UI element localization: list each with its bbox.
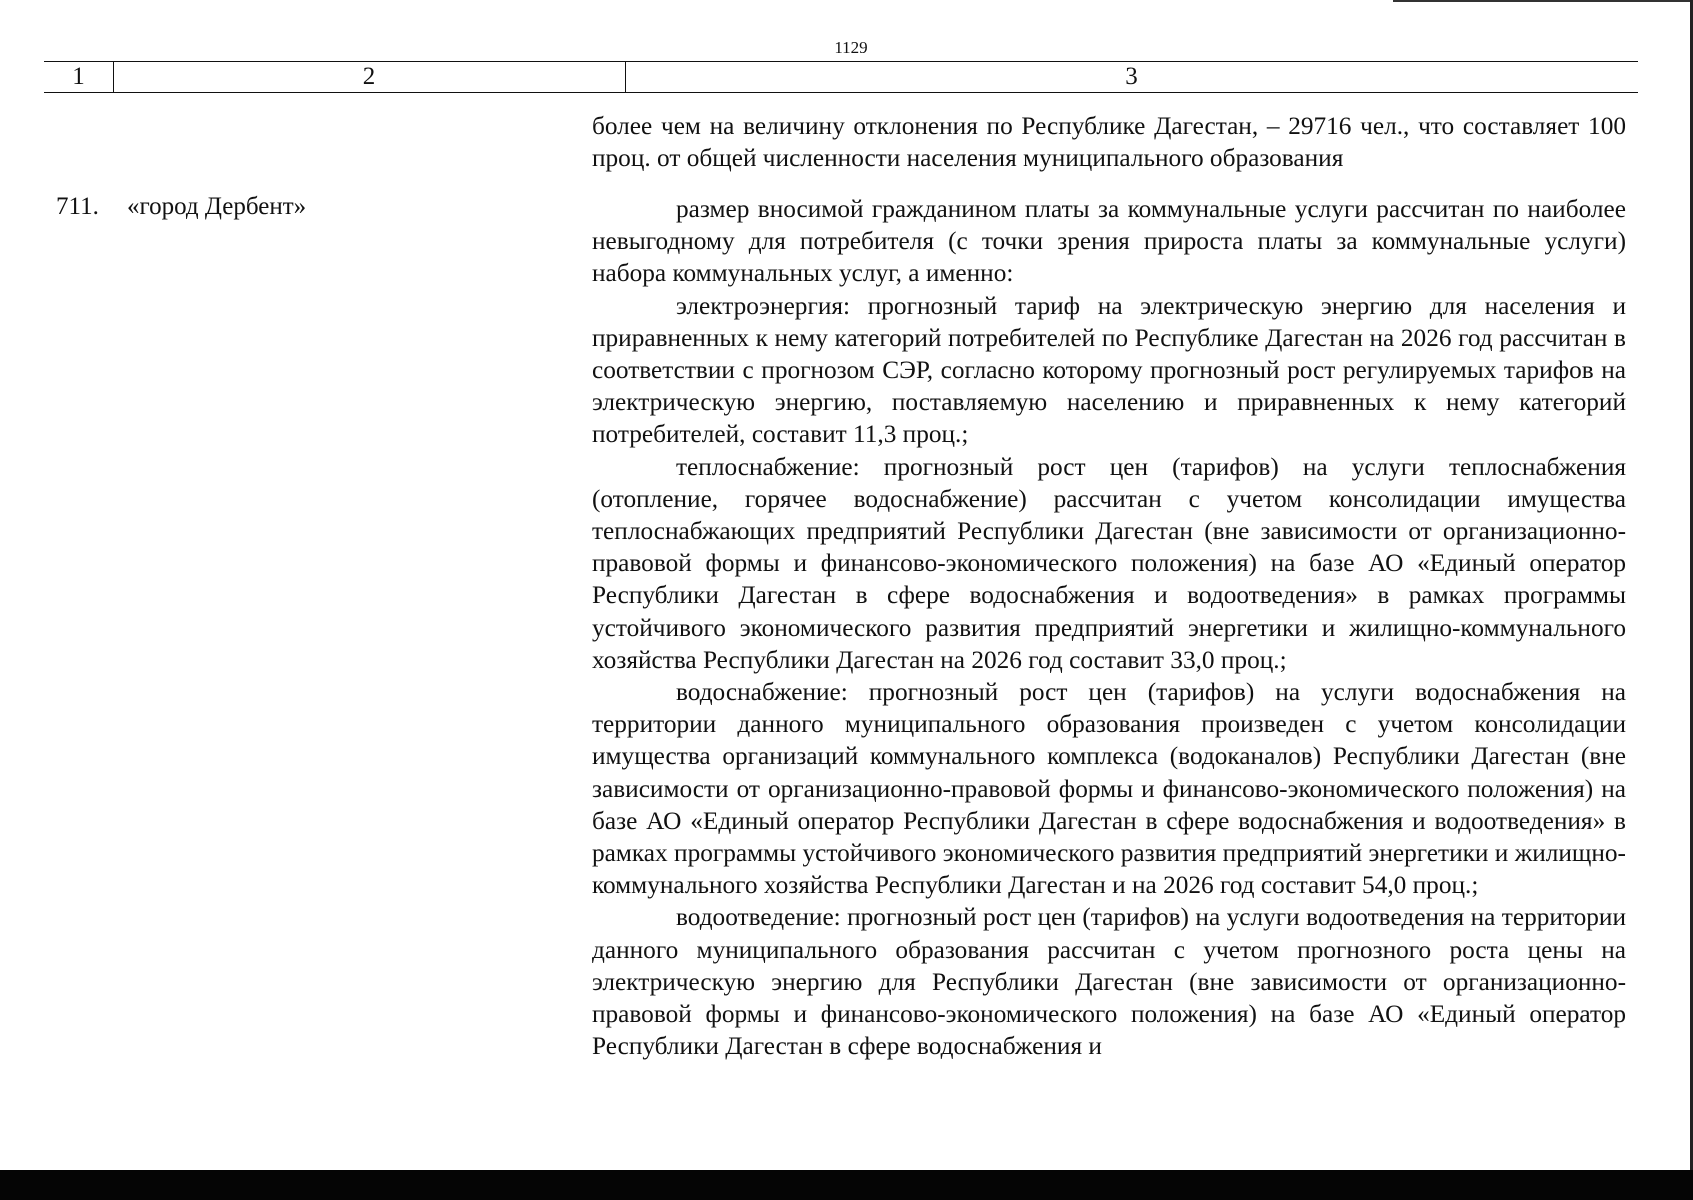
scan-edge-top <box>1393 0 1693 14</box>
header-col-2: 2 <box>113 62 626 92</box>
paragraph-electricity: электроэнергия: прогнозный тариф на электрическую энергию для населения и приравненных к нему категорий потребителей по Республике Дагестан на 2026 год рассчитан в соответствии с прогнозом СЭР, согласно которому прогнозный рост регулируемых тарифов на электрическую энергию, поставляемую населению и приравненных к нему категорий потребителей, составит 11,3 проц.; <box>592 291 1626 449</box>
carryover-cell <box>592 110 1626 174</box>
paragraph-intro: размер вносимой гражданином платы за коммунальные услуги рассчитан по наиболее невыгодному для потребителя (с точки зрения прироста платы за коммунальные услуги) набора коммунальных услуг, а именно: <box>592 195 1626 288</box>
table-header <box>44 61 1638 93</box>
carryover-text: более чем на величину отклонения по Республике Дагестан, – 29716 чел., что составляет 100 проц. от общей численности населения муниципального образования <box>592 112 1626 173</box>
header-col-3: 3 <box>1125 63 1138 90</box>
row-description <box>592 193 1626 1062</box>
municipality-name: «город Дербент» <box>127 193 307 220</box>
paragraph-sewerage: водоотведение: прогнозный рост цен (тарифов) на услуги водоотведения на территории данного муниципального образования рассчитан с учетом прогнозного роста цены на электрическую энергию для Республики Дагестан (вне зависимости от организационно-правовой формы и финансово-экономического положения) на базе АО «Единый оператор Республики Дагестан в сфере водоснабжения и <box>592 903 1626 1061</box>
scan-edge-bottom <box>0 1170 1693 1200</box>
paragraph-water-supply: водоснабжение: прогнозный рост цен (тарифов) на услуги водоснабжения на территории данного муниципального образования произведен с учетом консолидации имущества организаций коммунального комплекса (водоканалов) Республики Дагестан (вне зависимости от организационно-правовой формы и финансово-экономического положения) на базе АО «Единый оператор Республики Дагестан в сфере водоснабжения и водоотведения» в рамках программы устойчивого экономического развития предприятий энергетики и жилищно-коммунального хозяйства Республики Дагестан и на 2026 год составит 54,0 проц.; <box>592 678 1626 900</box>
paragraph-heating: теплоснабжение: прогнозный рост цен (тарифов) на услуги теплоснабжения (отопление, горячее водоснабжение) рассчитан с учетом консолидации имущества теплоснабжающих предприятий Республики Дагестан (вне зависимости от организационно-правовой формы и финансово-экономического положения) на базе АО «Единый оператор Республики Дагестан в сфере водоснабжения и водоотведения» в рамках программы устойчивого экономического развития предприятий энергетики и жилищно-коммунального хозяйства Республики Дагестан на 2026 год составит 33,0 проц.; <box>592 452 1626 674</box>
row-number: 711. <box>56 193 99 220</box>
header-col-1: 1 <box>44 62 114 92</box>
page-number: 1129 <box>834 38 868 57</box>
